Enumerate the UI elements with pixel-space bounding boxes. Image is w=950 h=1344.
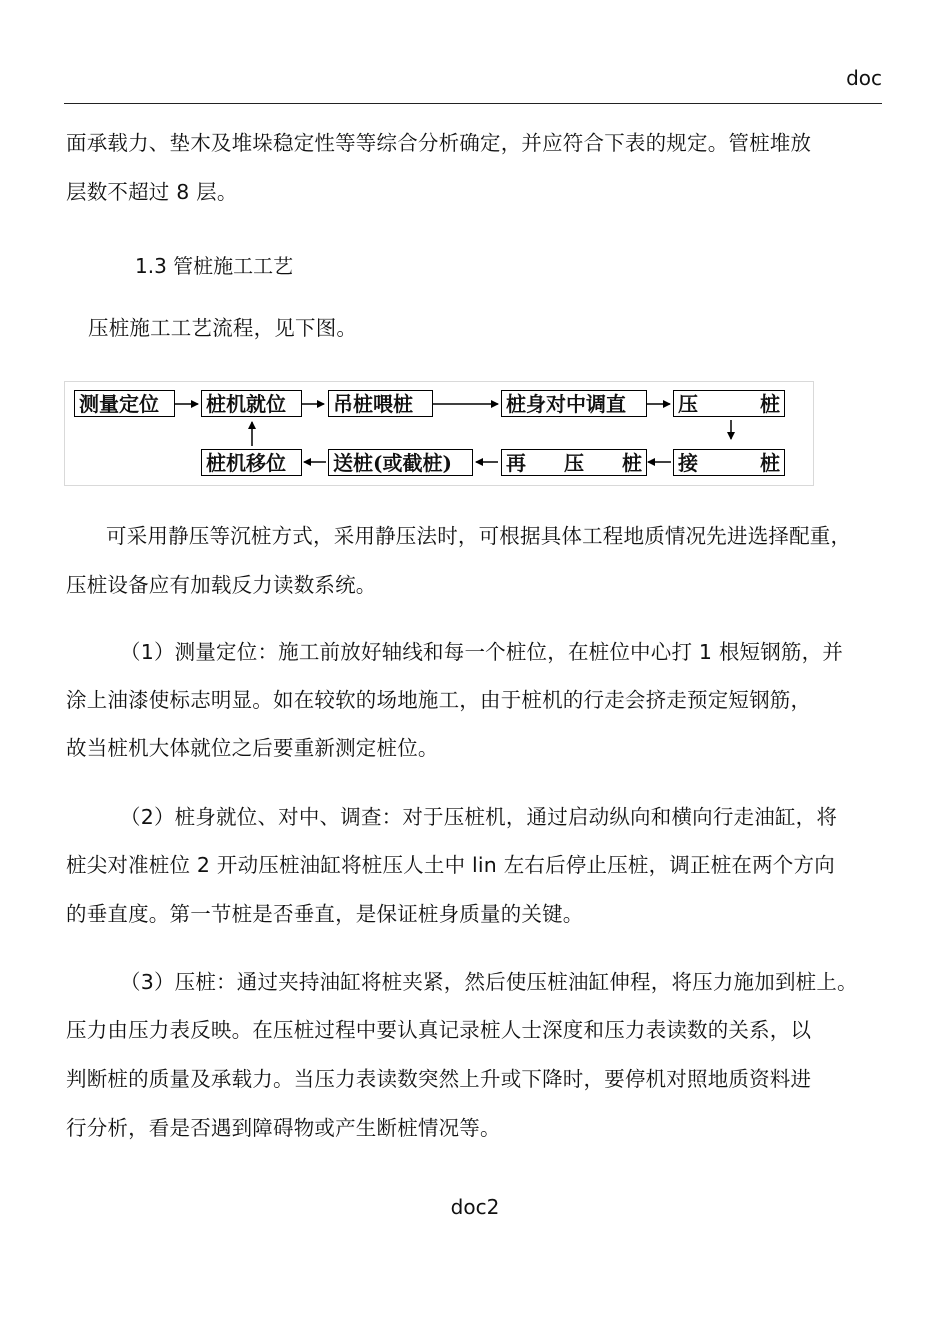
paragraph-line: 层数不超过 8 层。: [66, 180, 238, 204]
process-flowchart: [64, 381, 814, 486]
paragraph-line: （2）桩身就位、对中、调查：对于压桩机，通过启动纵向和横向行走油缸，将: [120, 805, 838, 829]
flow-intro-text: 压桩施工工艺流程，见下图。: [88, 316, 358, 340]
step-repress-char: 压: [564, 451, 584, 475]
step-machine-in-place: 桩机就位: [201, 390, 302, 417]
step-press-char: 压: [678, 392, 698, 416]
paragraph-line: 面承载力、垫木及堆垛稳定性等等综合分析确定，并应符合下表的规定。管桩堆放: [66, 131, 812, 155]
paragraph-line: （3）压桩：通过夹持油缸将桩夹紧，然后使压桩油缸伸程，将压力施加到桩上。: [120, 970, 858, 994]
page-footer-label: doc2: [450, 1195, 500, 1219]
paragraph-line: 压力由压力表反映。在压桩过程中要认真记录桩人士深度和压力表读数的关系，以: [66, 1018, 812, 1042]
step-repress-char: 再: [506, 451, 526, 475]
step-press-char: 桩: [760, 392, 780, 416]
step-move-machine: 桩机移位: [201, 449, 302, 476]
step-joint-char: 接: [678, 451, 698, 475]
header-divider: [64, 103, 882, 104]
paragraph-line: 可采用静压等沉桩方式，采用静压法时，可根据具体工程地质情况先进选择配重，: [106, 524, 852, 548]
page-header-label: doc: [846, 66, 882, 90]
paragraph-line: 涂上油漆使标志明显。如在较软的场地施工，由于桩机的行走会挤走预定短钢筋，: [66, 688, 812, 712]
paragraph-line: 故当桩机大体就位之后要重新测定桩位。: [66, 736, 439, 760]
paragraph-line: 的垂直度。第一节桩是否垂直，是保证桩身质量的关键。: [66, 902, 584, 926]
section-heading: 1.3 管桩施工工艺: [135, 254, 294, 278]
step-measure: 测量定位: [74, 390, 175, 417]
step-joint: [673, 449, 785, 476]
paragraph-line: 行分析，看是否遇到障碍物或产生断桩情况等。: [66, 1116, 501, 1140]
paragraph-line: 桩尖对准桩位 2 开动压桩油缸将桩压人土中 lin 左右后停止压桩，调正桩在两个方向: [66, 853, 835, 877]
step-send-pile: 送桩(或截桩): [328, 449, 473, 476]
paragraph-line: 压桩设备应有加载反力读数系统。: [66, 573, 377, 597]
step-joint-char: 桩: [760, 451, 780, 475]
step-press: [673, 390, 785, 417]
step-hoist-feed: 吊桩喂桩: [328, 390, 433, 417]
paragraph-line: （1）测量定位：施工前放好轴线和每一个桩位，在桩位中心打 1 根短钢筋，并: [120, 640, 844, 664]
step-repress-char: 桩: [622, 451, 642, 475]
step-repress: [501, 449, 647, 476]
paragraph-line: 判断桩的质量及承载力。当压力表读数突然上升或下降时，要停机对照地质资料进: [66, 1067, 812, 1091]
step-align: 桩身对中调直: [501, 390, 647, 417]
